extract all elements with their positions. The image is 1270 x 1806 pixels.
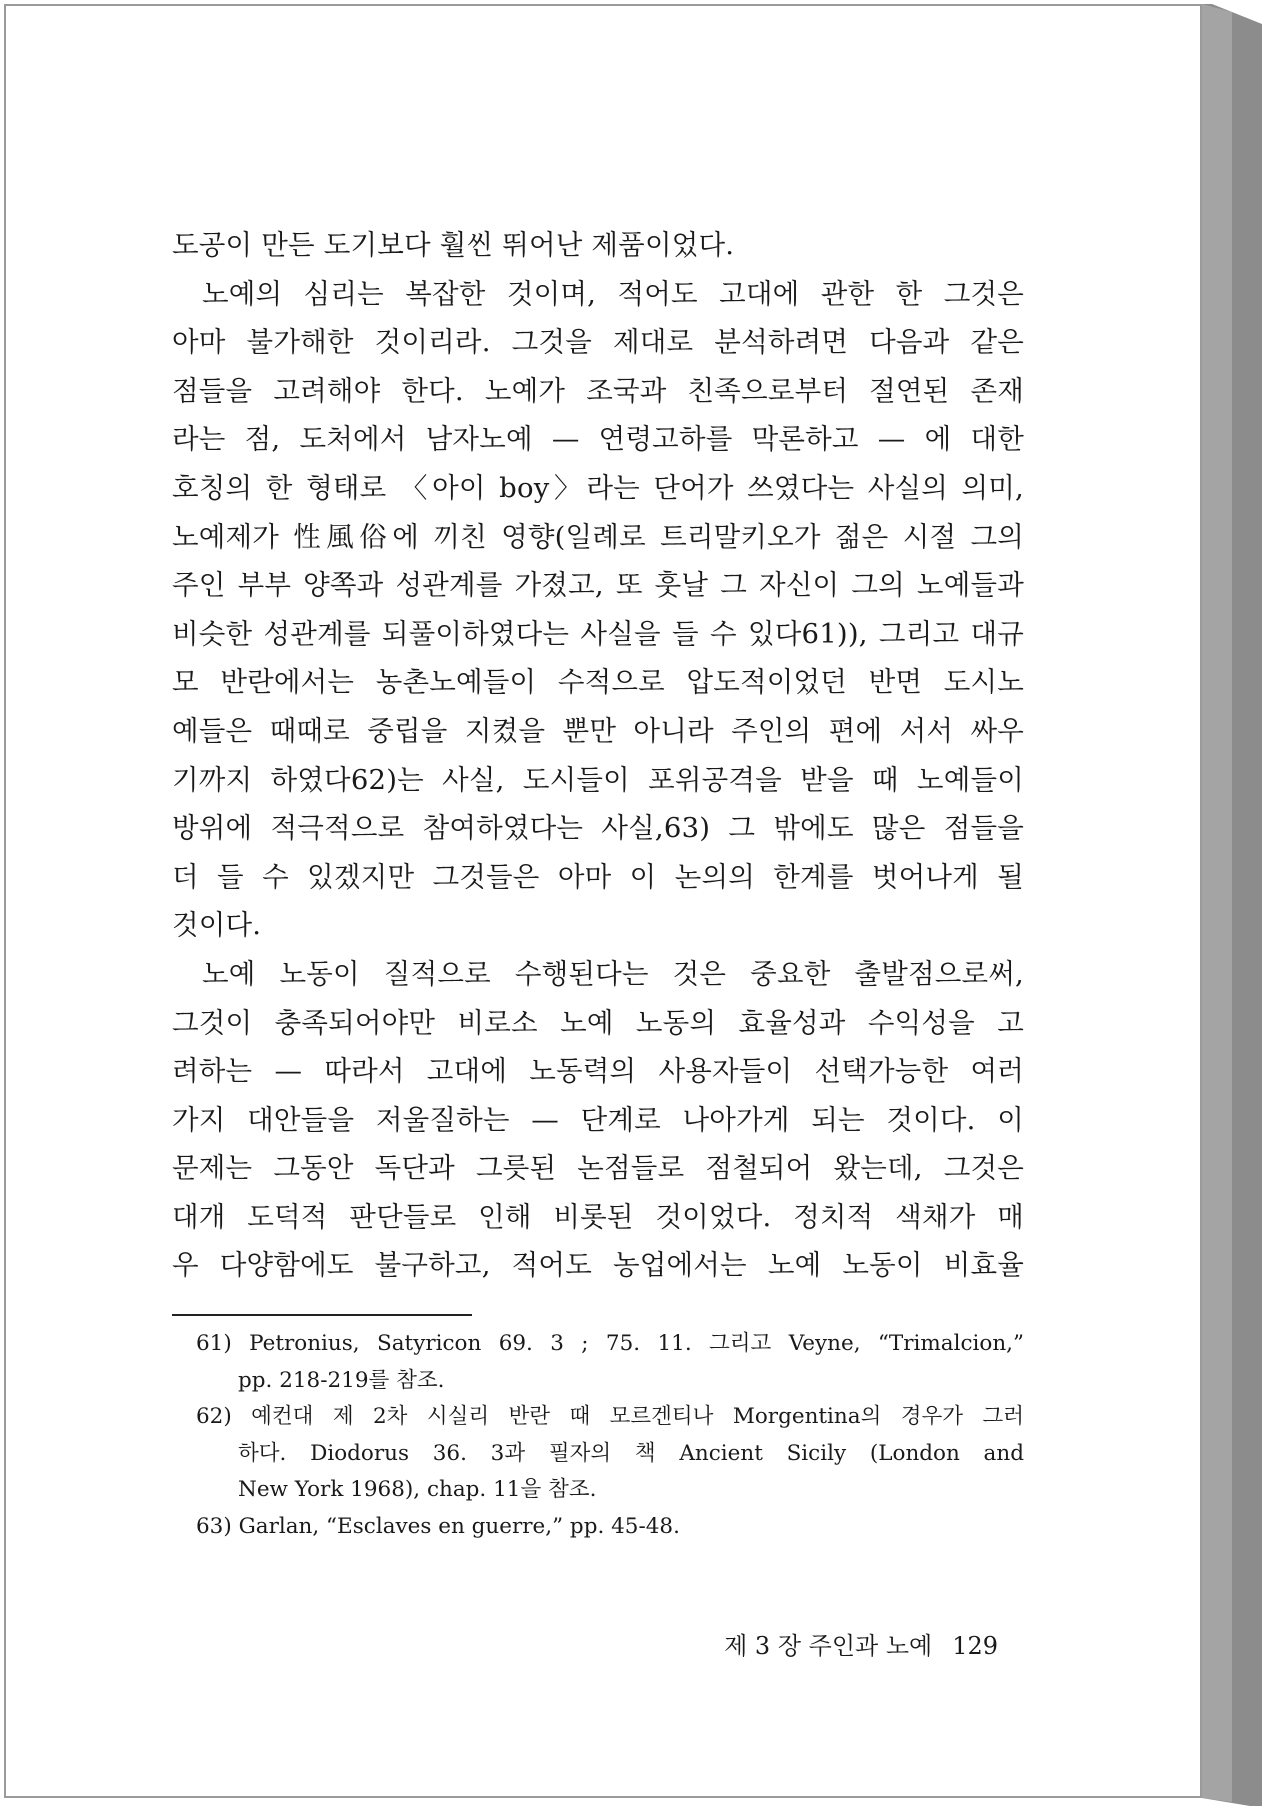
footnote-line: pp. 218-219를 참조.	[238, 1367, 445, 1393]
body-line: 우 다양함에도 불구하고, 적어도 농업에서는 노예 노동이 비효율	[172, 1249, 1024, 1282]
body-line: 비슷한 성관계를 되풀이하였다는 사실을 들 수 있다61)), 그리고 대규	[172, 617, 1024, 650]
footnote-line: 61) Petronius, Satyricon 69. 3 ; 75. 11. 그리고 Veyne, “Trimalcion,”	[196, 1331, 1024, 1357]
body-line: 기까지 하였다62)는 사실, 도시들이 포위공격을 받을 때 노예들이	[172, 763, 1024, 796]
body-line: 도공이 만든 도기보다 훨씬 뛰어난 제품이었다.	[172, 229, 735, 261]
page-edge-highlight	[1202, 4, 1232, 1802]
footnote-line: 62) 예컨대 제 2차 시실리 반란 때 모르겐티나 Morgentina의 경우가 그러	[196, 1404, 1024, 1430]
body-line: 노예제가 性風俗에 끼친 영향(일례로 트리말키오가 젊은 시절 그의	[172, 520, 1024, 553]
body-line: 더 들 수 있겠지만 그것들은 아마 이 논의의 한계를 벗어나게 될	[172, 860, 1024, 893]
page-number: 129	[952, 1632, 998, 1660]
body-line: 점들을 고려해야 한다. 노예가 조국과 친족으로부터 절연된 존재	[172, 374, 1024, 407]
page-content	[172, 221, 1024, 1545]
body-line: 문제는 그동안 독단과 그릇된 논점들로 점철되어 왔는데, 그것은	[172, 1152, 1024, 1185]
running-footer	[686, 1626, 998, 1661]
footnote-divider	[172, 1314, 472, 1316]
chapter-title: 제 3 장 주인과 노예	[724, 1632, 933, 1660]
body-line: 호칭의 한 형태로 〈아이 boy〉라는 단어가 쓰였다는 사실의 의미,	[172, 471, 1024, 504]
book-page	[4, 4, 1202, 1798]
footnote-line: 하다. Diodorus 36. 3과 필자의 책 Ancient Sicily (London and	[238, 1440, 1024, 1466]
body-line: 노예 노동이 질적으로 수행된다는 것은 중요한 출발점으로써,	[202, 957, 1024, 990]
body-line: 려하는 — 따라서 고대에 노동력의 사용자들이 선택가능한 여러	[172, 1055, 1024, 1088]
page-edge-shadow	[1202, 0, 1266, 1806]
body-line: 가지 대안들을 저울질하는 — 단계로 나아가게 되는 것이다. 이	[172, 1103, 1024, 1136]
body-line: 방위에 적극적으로 참여하였다는 사실,63) 그 밖에도 많은 점들을	[172, 812, 1024, 845]
body-line: 예들은 때때로 중립을 지켰을 뿐만 아니라 주인의 편에 서서 싸우	[172, 714, 1024, 747]
body-line: 대개 도덕적 판단들로 인해 비롯된 것이었다. 정치적 색채가 매	[172, 1200, 1024, 1233]
footnote-line: 63) Garlan, “Esclaves en guerre,” pp. 45-48.	[196, 1513, 680, 1539]
body-line: 아마 불가해한 것이리라. 그것을 제대로 분석하려면 다음과 같은	[172, 326, 1024, 359]
footnote-line: New York 1968), chap. 11을 참조.	[238, 1477, 597, 1503]
body-line: 모 반란에서는 농촌노예들이 수적으로 압도적이었던 반면 도시노	[172, 666, 1024, 699]
body-line: 노예의 심리는 복잡한 것이며, 적어도 고대에 관한 한 그것은	[202, 277, 1024, 310]
body-line: 그것이 충족되어야만 비로소 노예 노동의 효율성과 수익성을 고	[172, 1006, 1024, 1039]
body-line: 주인 부부 양쪽과 성관계를 가졌고, 또 훗날 그 자신이 그의 노예들과	[172, 569, 1024, 602]
body-line: 것이다.	[172, 909, 262, 942]
body-line: 라는 점, 도처에서 남자노예 — 연령고하를 막론하고 — 에 대한	[172, 423, 1024, 456]
